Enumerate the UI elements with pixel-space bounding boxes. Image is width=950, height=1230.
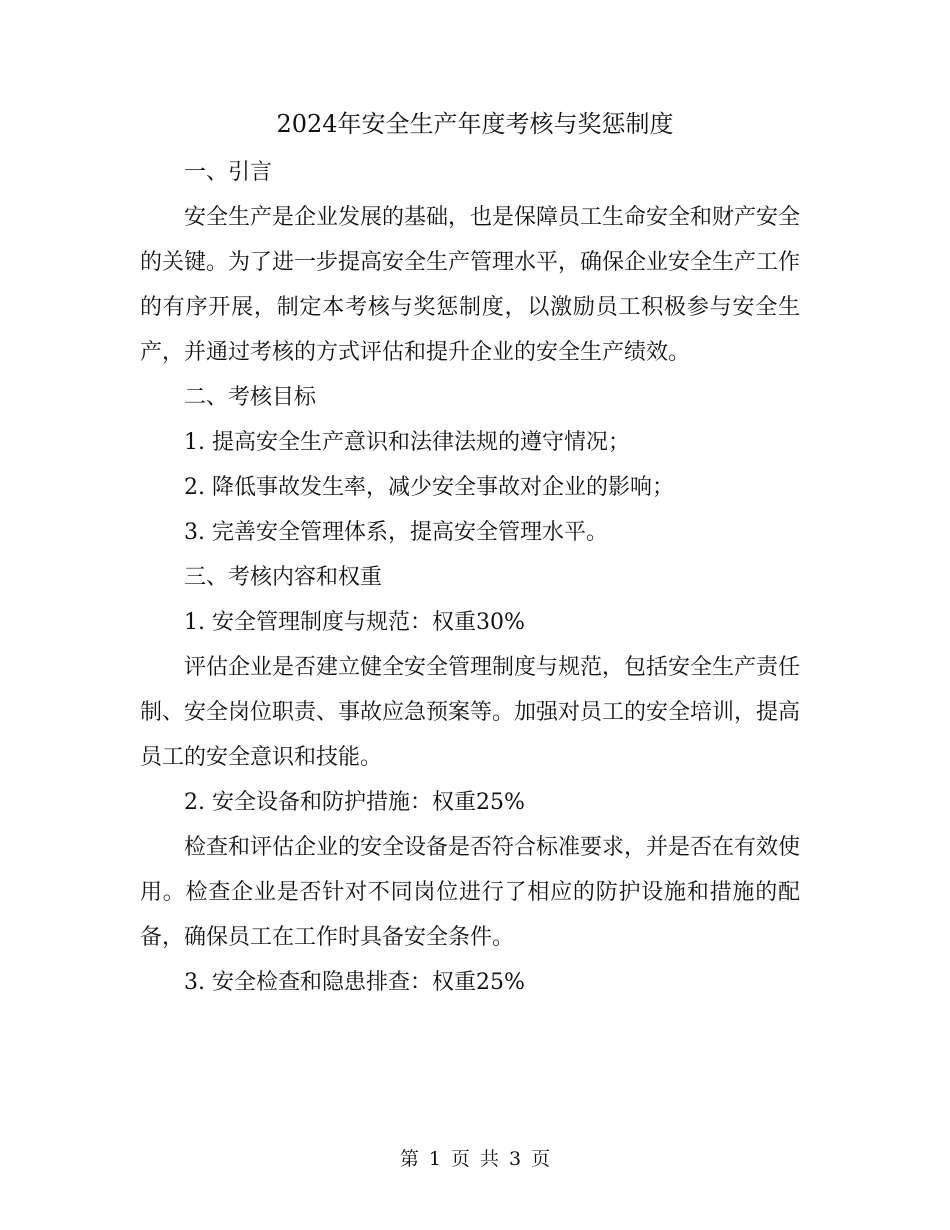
section-heading-content: 三、考核内容和权重	[184, 565, 383, 590]
content-item-label: 1. 安全管理制度与规范：权重30%	[184, 610, 525, 635]
goal-item: 3. 完善安全管理体系，提高安全管理水平。	[184, 520, 608, 545]
content-item-label: 2. 安全设备和防护措施：权重25%	[184, 790, 525, 815]
goal-item: 2. 降低事故发生率，减少安全事故对企业的影响；	[184, 475, 674, 500]
intro-paragraph: 安全生产是企业发展的基础，也是保障员工生命安全和财产安全的关键。为了进一步提高安全生产管理水平，确保企业安全生产工作的有序开展，制定本考核与奖惩制度，以激励员工积极参与安全生产，并通过考核的方式评估和提升企业的安全生产绩效。	[140, 205, 801, 365]
section-heading-goals: 二、考核目标	[184, 385, 317, 410]
goal-item: 1. 提高安全生产意识和法律法规的遵守情况；	[184, 430, 630, 455]
content-item-label: 3. 安全检查和隐患排查：权重25%	[184, 970, 525, 995]
section-heading-intro: 一、引言	[184, 160, 273, 185]
content-item-description: 评估企业是否建立健全安全管理制度与规范，包括安全生产责任制、安全岗位职责、事故应急预案等。加强对员工的安全培训，提高员工的安全意识和技能。	[140, 655, 801, 770]
page-footer: 第 1 页 共 3 页	[399, 1148, 551, 1170]
document-body	[140, 150, 800, 1005]
document-title: 2024年安全生产年度考核与奖惩制度	[276, 110, 674, 138]
content-item-description: 检查和评估企业的安全设备是否符合标准要求，并是否在有效使用。检查企业是否针对不同岗位进行了相应的防护设施和措施的配备，确保员工在工作时具备安全条件。	[140, 835, 801, 950]
